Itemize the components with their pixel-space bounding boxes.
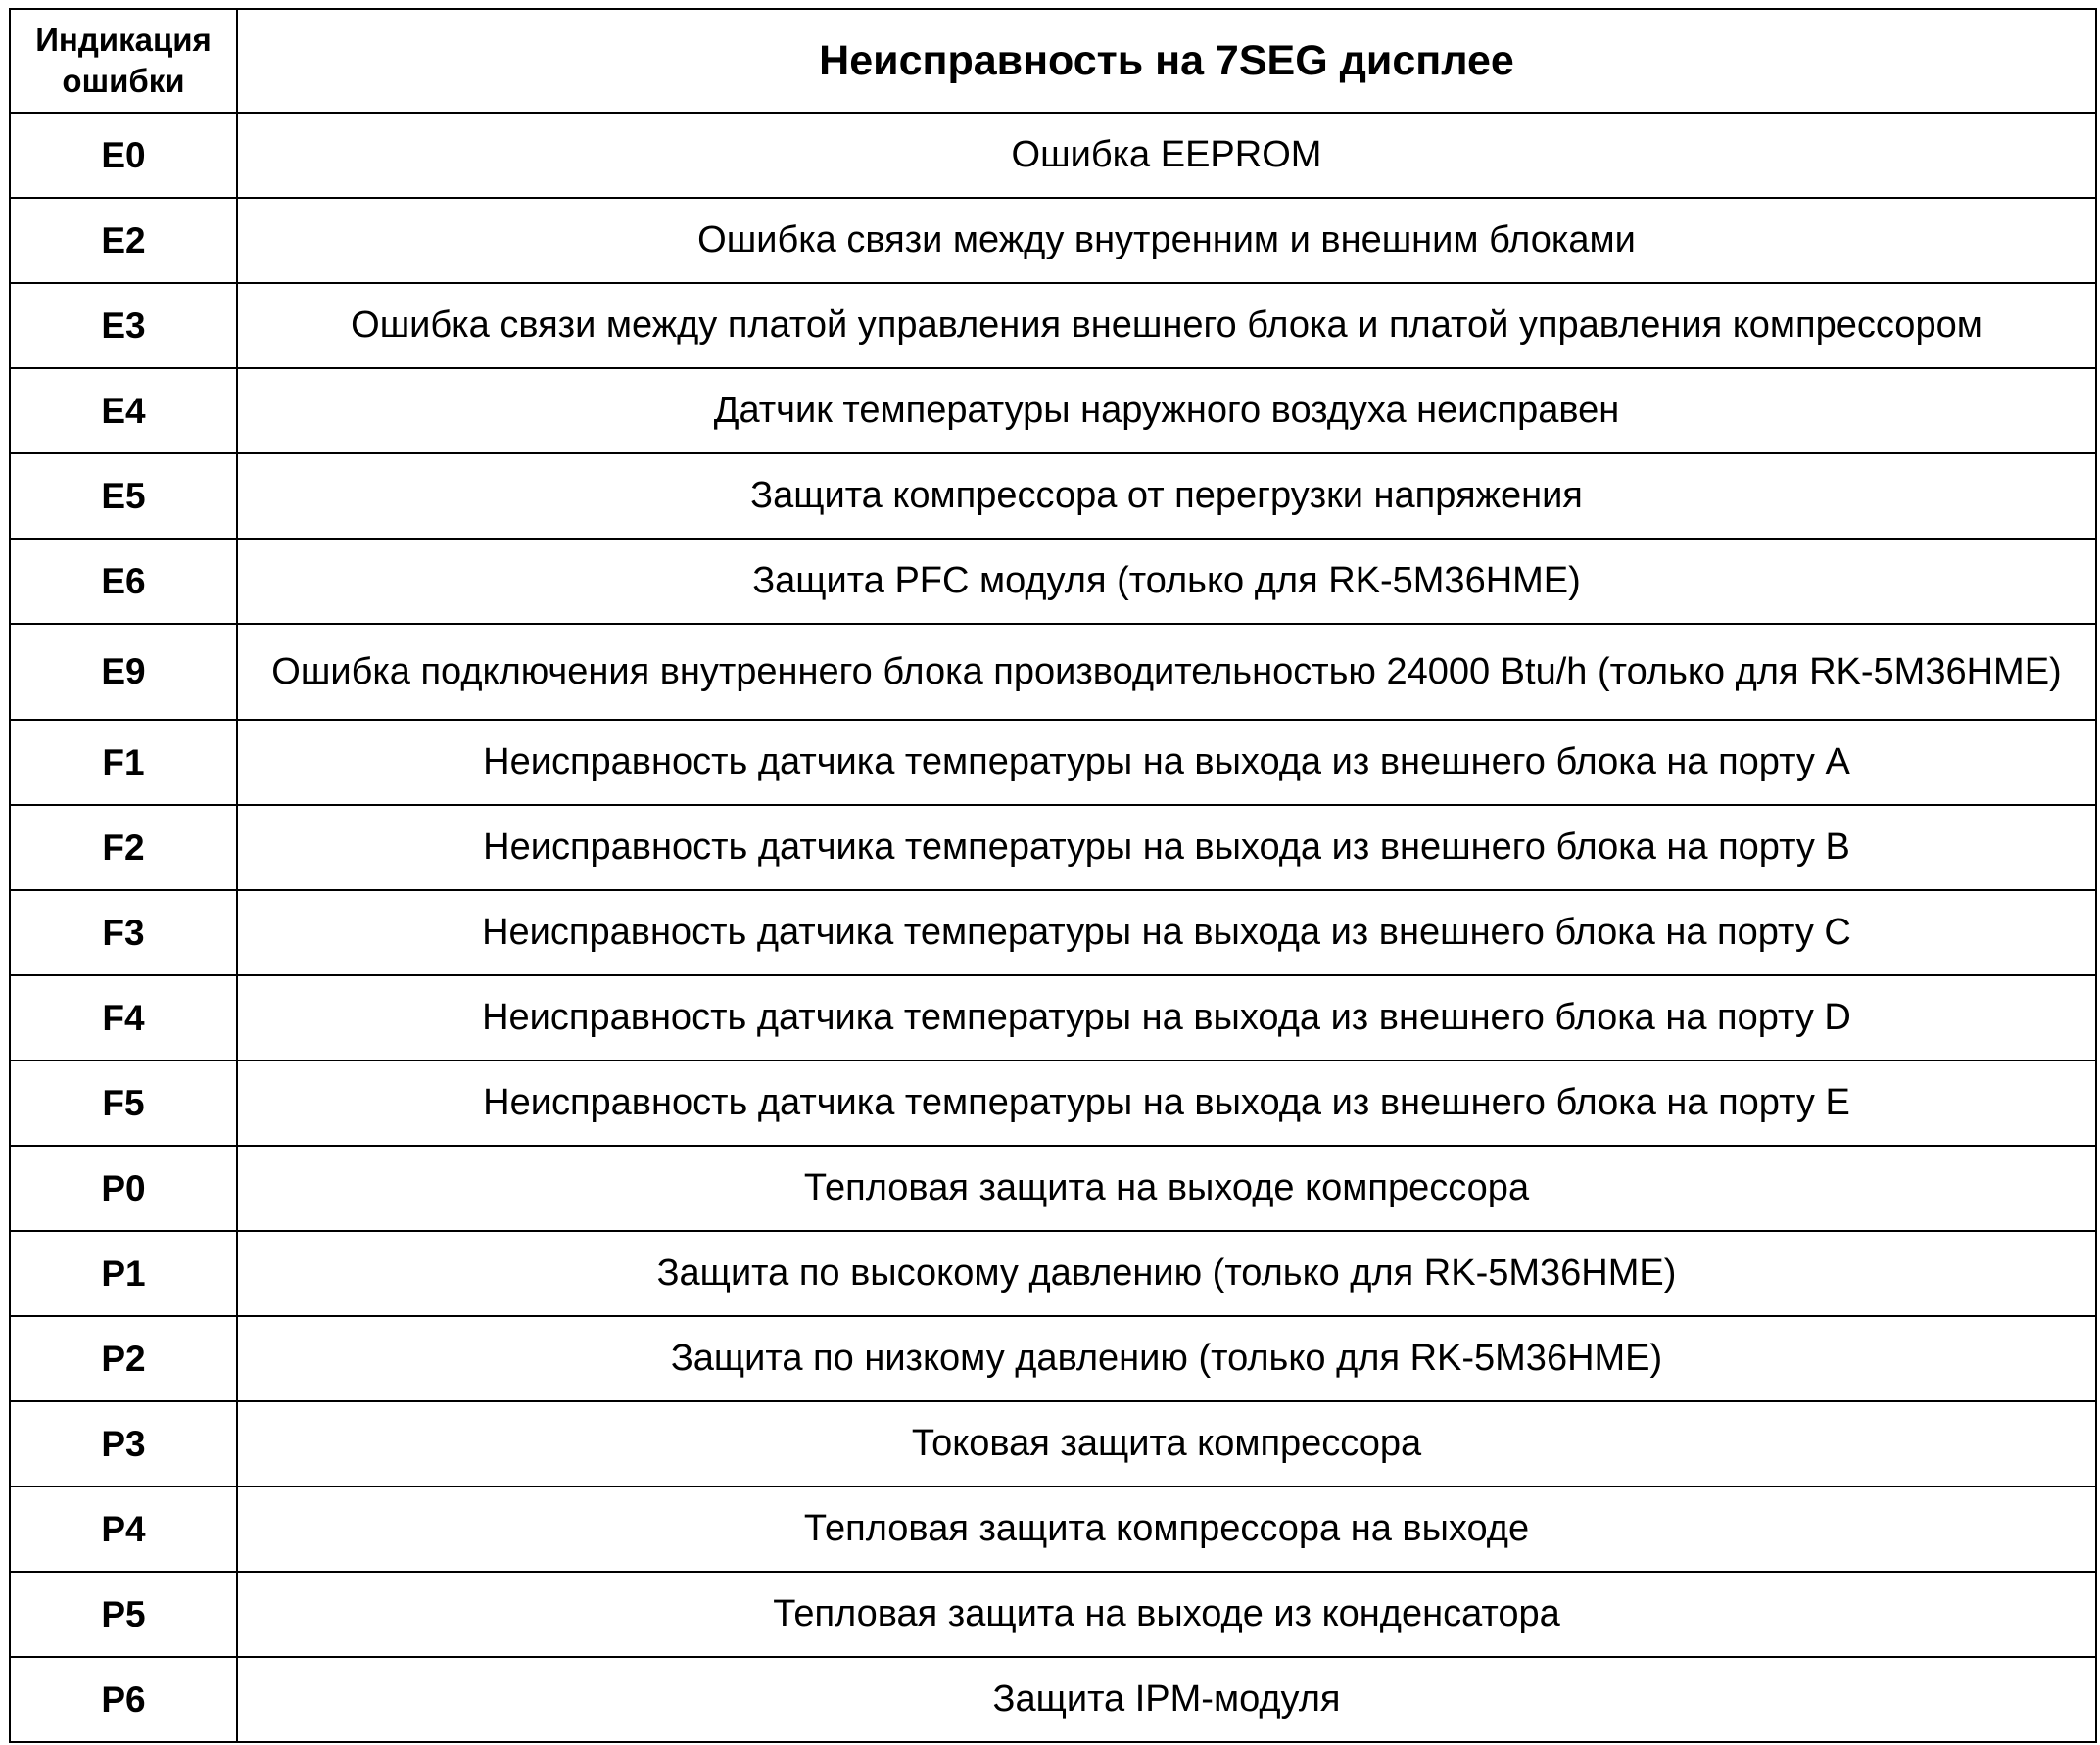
table-row [10, 283, 2096, 368]
table-header-row [10, 9, 2096, 113]
table-row [10, 368, 2096, 453]
table-row [10, 1657, 2096, 1742]
fault-description-cell: Неисправность датчика температуры на выхода из внешнего блока на порту E [237, 1061, 2096, 1146]
error-code-table [9, 8, 2097, 1743]
fault-description-cell: Тепловая защита на выходе компрессора [237, 1146, 2096, 1231]
table-row [10, 805, 2096, 890]
fault-description-cell: Защита по высокому давлению (только для RK-5M36HME) [237, 1231, 2096, 1316]
error-code-cell: P5 [10, 1572, 237, 1657]
table-row [10, 1231, 2096, 1316]
fault-description-cell: Датчик температуры наружного воздуха неисправен [237, 368, 2096, 453]
table-row [10, 624, 2096, 720]
fault-description-cell: Защита компрессора от перегрузки напряжения [237, 453, 2096, 539]
table-row [10, 113, 2096, 198]
error-code-cell: E9 [10, 624, 237, 720]
table-row [10, 1486, 2096, 1572]
fault-description-cell: Ошибка связи между внутренним и внешним блоками [237, 198, 2096, 283]
table-row [10, 1061, 2096, 1146]
error-code-cell: F4 [10, 975, 237, 1061]
error-code-cell: E3 [10, 283, 237, 368]
error-code-cell: P3 [10, 1401, 237, 1486]
error-code-cell: F5 [10, 1061, 237, 1146]
error-code-cell: P6 [10, 1657, 237, 1742]
table-row [10, 1401, 2096, 1486]
fault-description-cell: Ошибка EEPROM [237, 113, 2096, 198]
table-row [10, 975, 2096, 1061]
error-code-cell: P0 [10, 1146, 237, 1231]
error-code-cell: P1 [10, 1231, 237, 1316]
column-header-fault-description: Неисправность на 7SEG дисплее [237, 9, 2096, 113]
fault-description-cell: Ошибка подключения внутреннего блока производительностью 24000 Btu/h (только для RK-5M36HME) [237, 624, 2096, 720]
table-row [10, 198, 2096, 283]
fault-description-cell: Неисправность датчика температуры на выхода из внешнего блока на порту C [237, 890, 2096, 975]
error-code-cell: E2 [10, 198, 237, 283]
table-row [10, 539, 2096, 624]
fault-description-cell: Защита по низкому давлению (только для RK-5M36HME) [237, 1316, 2096, 1401]
fault-description-cell: Токовая защита компрессора [237, 1401, 2096, 1486]
fault-description-cell: Тепловая защита компрессора на выходе [237, 1486, 2096, 1572]
error-code-cell: F1 [10, 720, 237, 805]
fault-description-cell: Ошибка связи между платой управления внешнего блока и платой управления компрессором [237, 283, 2096, 368]
table-row [10, 890, 2096, 975]
table-row [10, 720, 2096, 805]
fault-description-cell: Тепловая защита на выходе из конденсатора [237, 1572, 2096, 1657]
fault-description-cell: Защита PFC модуля (только для RK-5M36HME) [237, 539, 2096, 624]
column-header-error-indication: Индикация ошибки [10, 9, 237, 113]
error-code-cell: P2 [10, 1316, 237, 1401]
error-code-cell: E4 [10, 368, 237, 453]
fault-description-cell: Неисправность датчика температуры на выхода из внешнего блока на порту D [237, 975, 2096, 1061]
error-code-cell: F2 [10, 805, 237, 890]
fault-description-cell: Неисправность датчика температуры на выхода из внешнего блока на порту A [237, 720, 2096, 805]
error-code-cell: F3 [10, 890, 237, 975]
table-row [10, 1146, 2096, 1231]
table-row [10, 453, 2096, 539]
fault-description-cell: Защита IPM-модуля [237, 1657, 2096, 1742]
table-row [10, 1572, 2096, 1657]
error-code-cell: E6 [10, 539, 237, 624]
error-code-cell: E0 [10, 113, 237, 198]
table-row [10, 1316, 2096, 1401]
fault-description-cell: Неисправность датчика температуры на выхода из внешнего блока на порту B [237, 805, 2096, 890]
error-code-cell: P4 [10, 1486, 237, 1572]
error-code-cell: E5 [10, 453, 237, 539]
